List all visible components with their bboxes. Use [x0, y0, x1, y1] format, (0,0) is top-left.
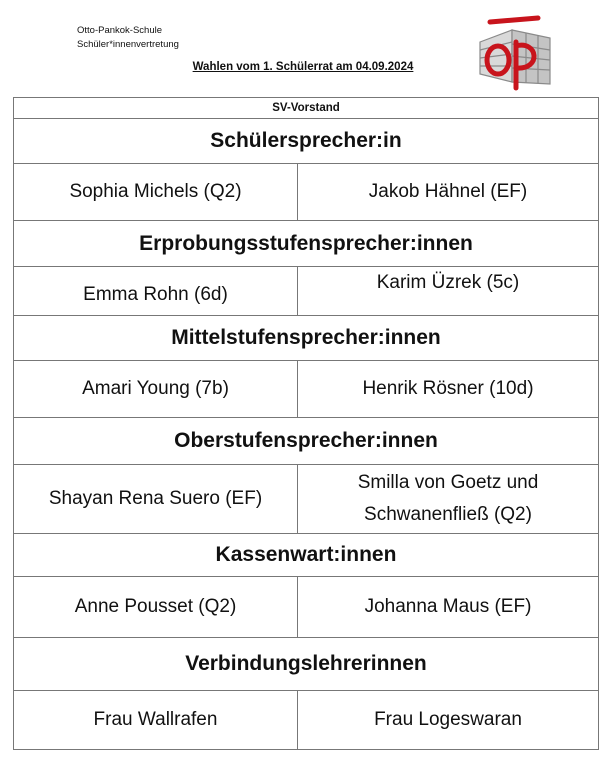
table-caption: SV-Vorstand: [14, 98, 599, 119]
department-name: Schüler*innenvertretung: [77, 39, 179, 50]
op-school-logo-icon: [476, 12, 556, 92]
section-heading: Mittelstufensprecher:innen: [14, 316, 599, 361]
section-heading: Kassenwart:innen: [14, 534, 599, 577]
section-heading-row: [14, 418, 599, 465]
table-row: [14, 465, 599, 534]
candidate-right: Karim Üzrek (5c): [298, 267, 599, 316]
table-row: [14, 164, 599, 221]
election-results-table: [13, 97, 599, 750]
table-row: [14, 267, 599, 316]
table-row: [14, 577, 599, 638]
candidate-right: Johanna Maus (EF): [298, 577, 599, 638]
candidate-left: Amari Young (7b): [14, 361, 298, 418]
candidate-left: Emma Rohn (6d): [14, 267, 298, 316]
section-heading: Erprobungsstufensprecher:innen: [14, 221, 599, 267]
candidate-left: Sophia Michels (Q2): [14, 164, 298, 221]
section-heading-row: [14, 316, 599, 361]
section-heading: Oberstufensprecher:innen: [14, 418, 599, 465]
section-heading: Verbindungslehrerinnen: [14, 638, 599, 691]
candidate-left: Shayan Rena Suero (EF): [14, 465, 298, 534]
page-title: Wahlen vom 1. Schülerrat am 04.09.2024: [192, 61, 414, 73]
school-name: Otto-Pankok-Schule: [77, 25, 163, 36]
candidate-right: Frau Logeswaran: [298, 691, 599, 750]
section-heading-row: [14, 221, 599, 267]
section-heading-row: [14, 638, 599, 691]
school-header: [77, 24, 179, 52]
candidate-right: Smilla von Goetz und Schwanenfließ (Q2): [298, 465, 599, 534]
candidate-left: Anne Pousset (Q2): [14, 577, 298, 638]
section-heading: Schülersprecher:in: [14, 119, 599, 164]
candidate-right: Henrik Rösner (10d): [298, 361, 599, 418]
candidate-right: Jakob Hähnel (EF): [298, 164, 599, 221]
table-caption-row: [14, 98, 599, 119]
section-heading-row: [14, 534, 599, 577]
candidate-left: Frau Wallrafen: [14, 691, 298, 750]
table-row: [14, 691, 599, 750]
section-heading-row: [14, 119, 599, 164]
table-row: [14, 361, 599, 418]
